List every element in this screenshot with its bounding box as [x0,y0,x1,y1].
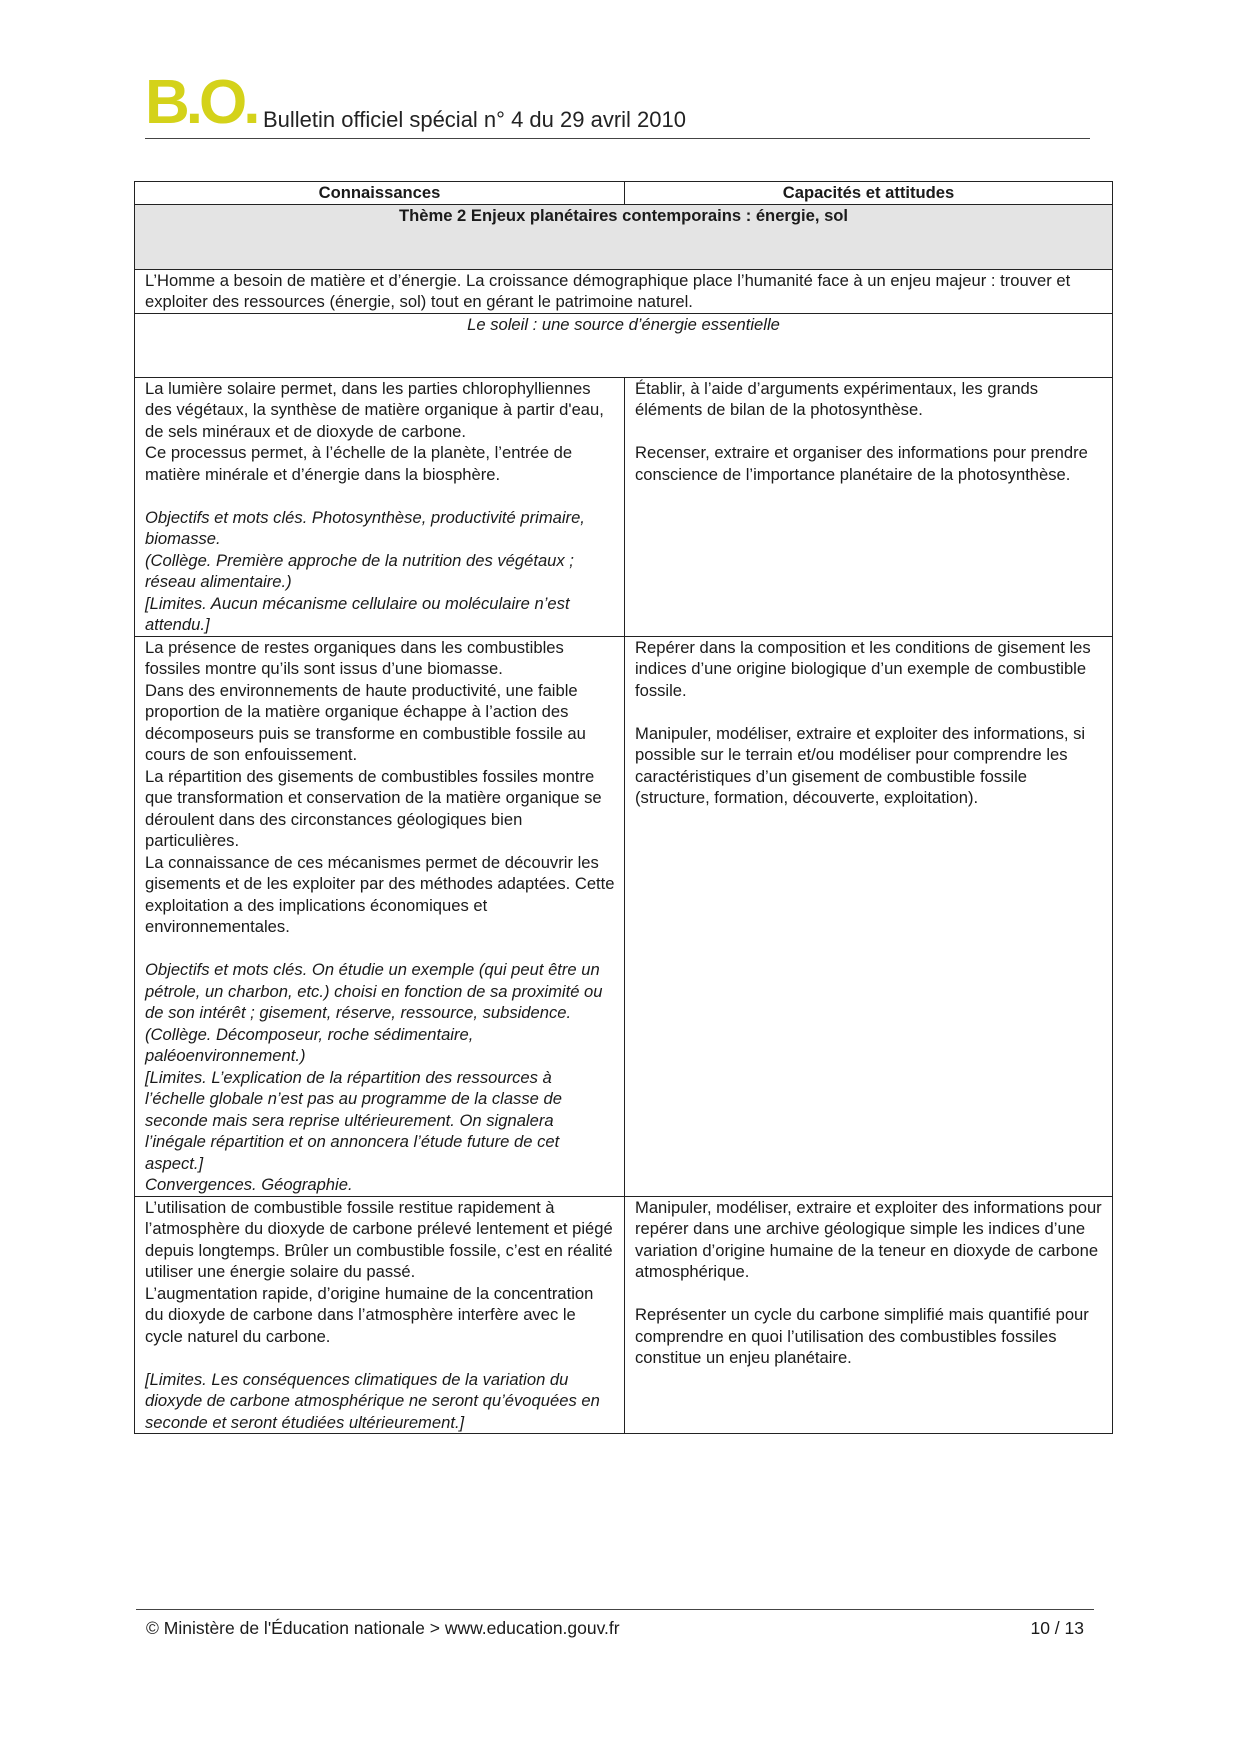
objectives-note: Objectifs et mots clés. On étudie un exemple (qui peut être un pétrole, un charbon, etc.) choisi en fonction de sa proximité ou de son intérêt ; gisement, réserve, ressource, subsidence. [145,960,603,1022]
copyright-text: © Ministère de l'Éducation nationale > www.education.gouv.fr [146,1618,620,1638]
capacity-paragraph: Manipuler, modéliser, extraire et exploiter des informations, si possible sur le terrain et/ou modéliser pour comprendre les caractéristiques d’un gisement de combustible fossile (structure, formation, découverte, exploitation). [635,723,1086,807]
knowledge-cell [135,377,625,636]
subtheme-row [135,313,1113,377]
capacity-cell [625,636,1113,1196]
column-header-capacites: Capacités et attitudes [625,182,1113,205]
limits-note: [Limites. L’explication de la répartition des ressources à l’échelle globale n’est pas au programme de la classe de seconde mais sera reprise ultérieurement. On signalera l’inégale répartition et on annoncera l’étude future de cet aspect.] [145,1067,562,1173]
capacity-paragraph: Établir, à l’aide d’arguments expérimentaux, les grands éléments de bilan de la photosynthèse. [635,378,1039,419]
theme-title: Thème 2 Enjeux planétaires contemporains : énergie, sol [135,204,1113,269]
bulletin-title: Bulletin officiel spécial n° 4 du 29 avril 2010 [263,107,686,132]
capacity-cell [625,1196,1113,1434]
knowledge-cell [135,1196,625,1434]
page-number: 10 / 13 [1030,1618,1084,1638]
knowledge-paragraph: La lumière solaire permet, dans les parties chlorophylliennes des végétaux, la synthèse de matière organique à partir d'eau, de sels minéraux et de dioxyde de carbone. [145,378,604,441]
knowledge-paragraph: L’utilisation de combustible fossile restitue rapidement à l’atmosphère du dioxyde de carbone prélevé lentement et piégé depuis longtemps. Brûler un combustible fossile, c’est en réalité utiliser une énergie solaire du passé. [145,1197,613,1281]
subtheme-title: Le soleil : une source d’énergie essentielle [135,313,1113,377]
knowledge-cell [135,636,625,1196]
knowledge-paragraph: La présence de restes organiques dans les combustibles fossiles montre qu’ils sont issus d’une biomasse. [145,637,564,678]
intro-row [135,269,1113,313]
capacity-paragraph: Manipuler, modéliser, extraire et exploiter des informations pour repérer dans une archive géologique simple les indices d’une variation d’origine humaine de la teneur en dioxyde de carbone atmosphérique. [635,1197,1102,1281]
theme-row [135,204,1113,269]
capacity-cell [625,377,1113,636]
intro-text: L’Homme a besoin de matière et d’énergie. La croissance démographique place l’humanité face à un enjeu majeur : trouver et exploiter des ressources (énergie, sol) tout en gérant le patrimoine naturel. [135,269,1113,313]
table-row [135,1196,1113,1434]
objectives-note: Objectifs et mots clés. Photosynthèse, productivité primaire, biomasse. [145,507,585,548]
bo-logo: B.O. [145,68,257,137]
knowledge-paragraph: Dans des environnements de haute productivité, une faible proportion de la matière organique échappe à l’action des décomposeurs puis se transforme en combustible fossile au cours de son enfouissement. [145,680,586,764]
table-header-row [135,182,1113,205]
limits-note: [Limites. Les conséquences climatiques de la variation du dioxyde de carbone atmosphérique ne seront qu’évoquées en seconde et seront étudiées ultérieurement.] [145,1369,600,1432]
college-note: (Collège. Décomposeur, roche sédimentaire, paléoenvironnement.) [145,1024,474,1065]
limits-note: [Limites. Aucun mécanisme cellulaire ou moléculaire n’est attendu.] [145,593,570,634]
capacity-paragraph: Recenser, extraire et organiser des informations pour prendre conscience de l’importance planétaire de la photosynthèse. [635,443,1088,484]
column-header-connaissances: Connaissances [135,182,625,205]
capacity-paragraph: Représenter un cycle du carbone simplifié mais quantifié pour comprendre en quoi l’utilisation des combustibles fossiles constitue un enjeu planétaire. [635,1305,1089,1367]
knowledge-paragraph: La connaissance de ces mécanismes permet de découvrir les gisements et de les exploiter par des méthodes adaptées. Cette exploitation a des implications économiques et environnementales. [145,852,615,936]
convergences-note: Convergences. Géographie. [145,1175,353,1194]
table-row [135,377,1113,636]
knowledge-paragraph: L’augmentation rapide, d’origine humaine de la concentration du dioxyde de carbone dans l’atmosphère interfère avec le cycle naturel du carbone. [145,1283,594,1346]
knowledge-paragraph: La répartition des gisements de combustibles fossiles montre que transformation et conservation de la matière organique se déroulent dans des circonstances géologiques bien particulières. [145,766,602,850]
college-note: (Collège. Première approche de la nutrition des végétaux ; réseau alimentaire.) [145,550,574,591]
page-header [145,68,1090,139]
knowledge-paragraph: Ce processus permet, à l’échelle de la planète, l’entrée de matière minérale et d’énergie dans la biosphère. [145,443,573,484]
program-table [134,181,1113,1434]
table-row [135,636,1113,1196]
capacity-paragraph: Repérer dans la composition et les conditions de gisement les indices d’une origine biologique d’un exemple de combustible fossile. [635,637,1091,700]
page-footer [136,1609,1094,1650]
